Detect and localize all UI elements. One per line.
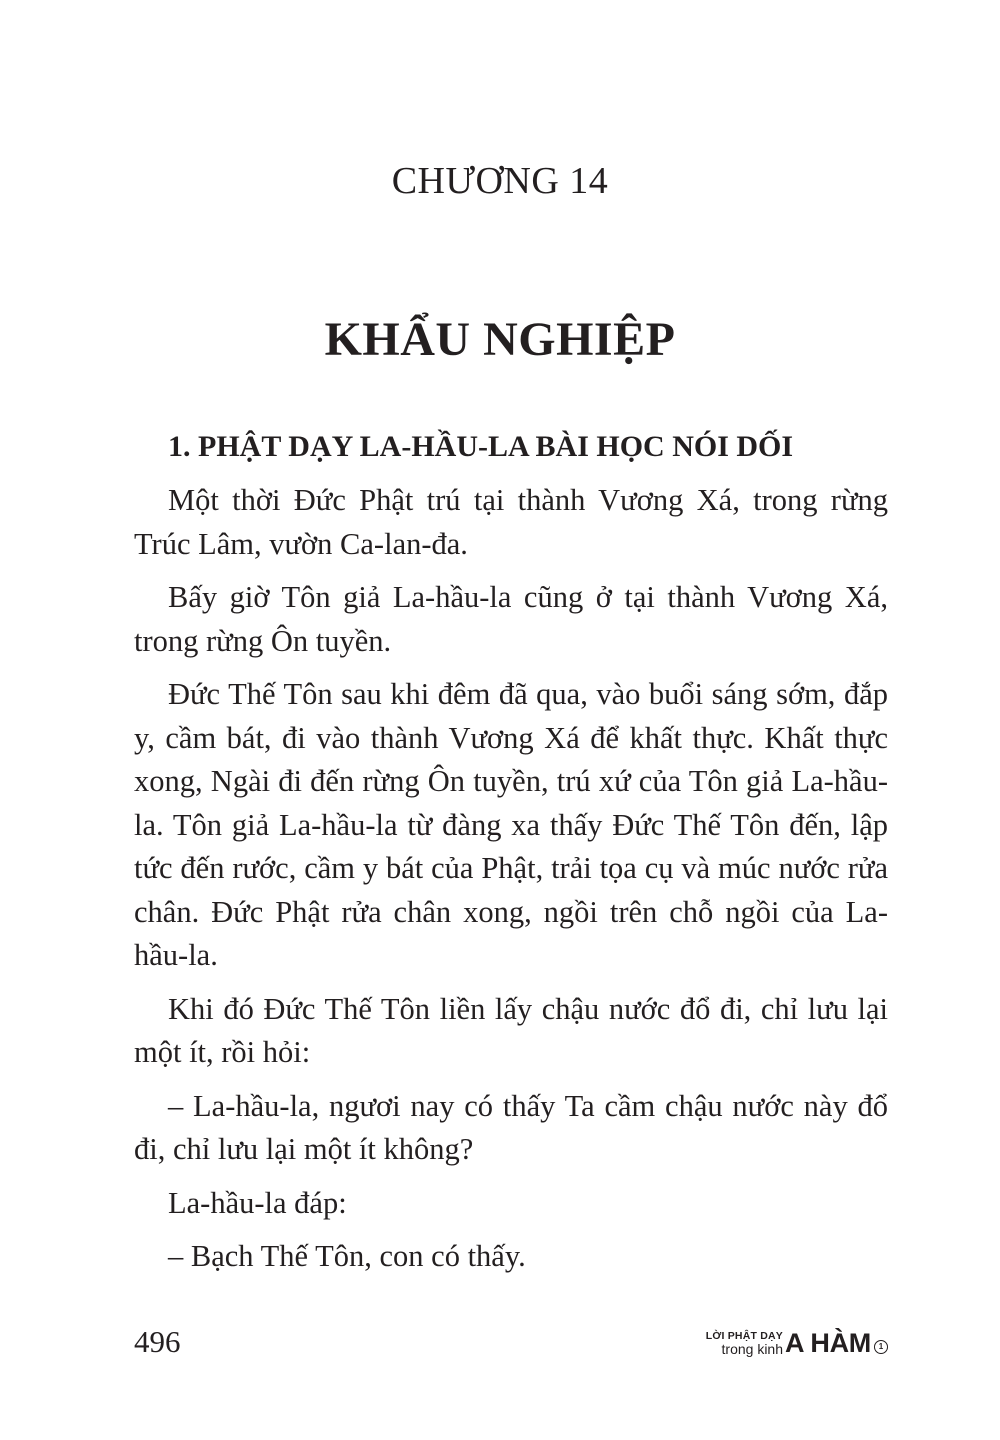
page-number: 496 (134, 1324, 181, 1359)
chapter-title: KHẨU NGHIỆP (324, 313, 676, 366)
paragraph: – La-hầu-la, ngươi nay có thấy Ta cầm chậu nước này đổ đi, chỉ lưu lại một ít không? (134, 1088, 888, 1166)
volume-badge: 1 (874, 1340, 888, 1354)
section-heading: 1. PHẬT DẠY LA-HẦU-LA BÀI HỌC NÓI DỐI (168, 430, 794, 463)
brand-top-text: LỜI PHẬT DẠY (705, 1330, 783, 1342)
paragraph: Khi đó Đức Thế Tôn liền lấy chậu nước đổ đi, chỉ lưu lại một ít, rồi hỏi: (134, 991, 888, 1069)
paragraph: La-hầu-la đáp: (168, 1185, 347, 1220)
chapter-label: CHƯƠNG 14 (391, 160, 609, 202)
body-text (134, 479, 888, 1289)
brand-subtitle (706, 1331, 783, 1357)
brand-main-text: A HÀM (785, 1328, 871, 1358)
paragraph: Bấy giờ Tôn giả La-hầu-la cũng ở tại thành Vương Xá, trong rừng Ôn tuyền. (134, 580, 888, 658)
paragraph: Đức Thế Tôn sau khi đêm đã qua, vào buổi sáng sớm, đắp y, cầm bát, đi vào thành Vương Xá để khất thực. Khất thực xong, Ngài đi đến rừng Ôn tuyền, trú xứ của Tôn giả La-hầu-la. Tôn giả La-hầu-la từ đàng xa thấy Đức Thế Tôn đến, lập tức đến rước, cầm y bát của Phật, trải tọa cụ và múc nước rửa chân. Đức Phật rửa chân xong, ngồi trên chỗ ngồi của La-hầu-la. (134, 677, 888, 972)
paragraph: – Bạch Thế Tôn, con có thấy. (168, 1239, 526, 1273)
brand-bottom-text: trong kinh (721, 1341, 783, 1357)
paragraph: Một thời Đức Phật trú tại thành Vương Xá, trong rừng Trúc Lâm, vườn Ca-lan-đa. (134, 483, 888, 561)
book-brand-logo (706, 1330, 888, 1357)
